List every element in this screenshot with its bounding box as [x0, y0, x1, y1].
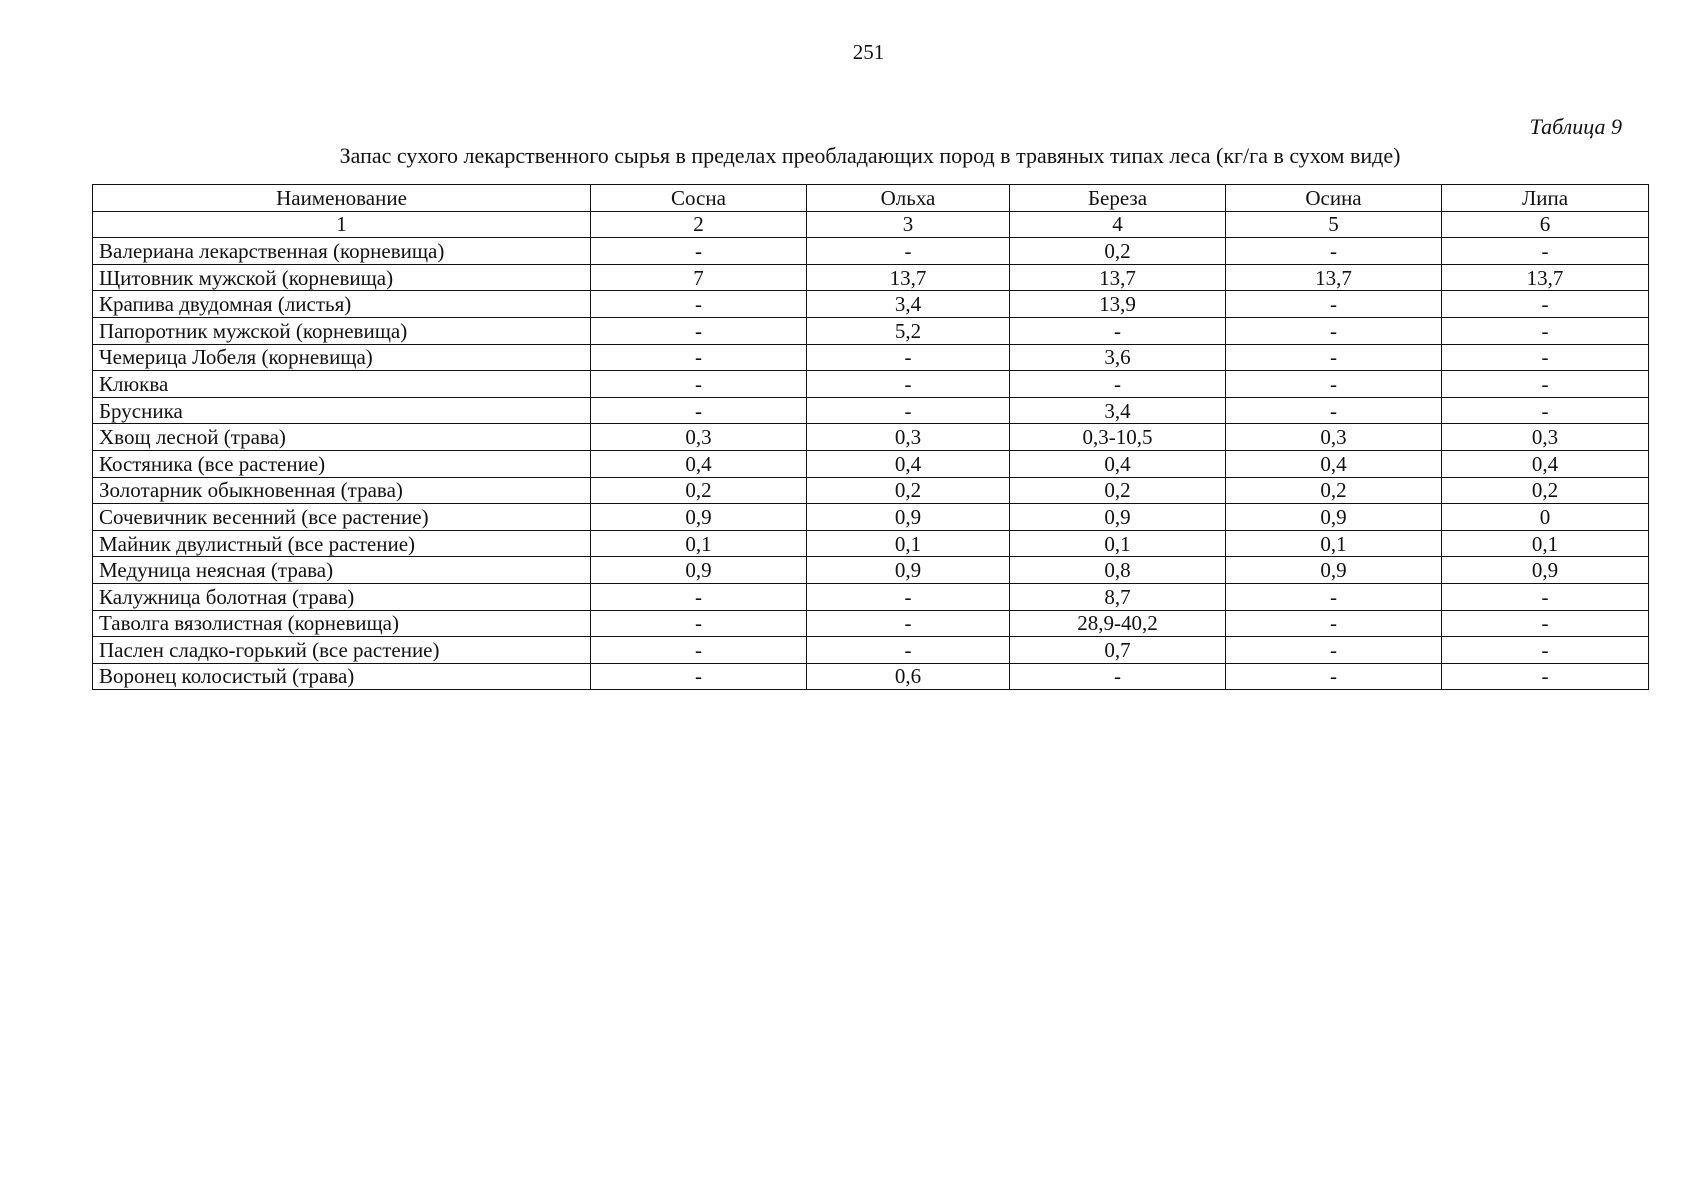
aspen-cell: -	[1226, 371, 1442, 398]
table-body	[93, 238, 1649, 690]
birch-cell: 13,9	[1010, 291, 1226, 318]
birch-cell: 8,7	[1010, 583, 1226, 610]
column-header-name: Наименование	[93, 185, 591, 212]
alder-cell: 0,6	[807, 663, 1010, 690]
birch-cell: 0,4	[1010, 450, 1226, 477]
alder-cell: 0,2	[807, 477, 1010, 504]
pine-cell: 0,9	[591, 557, 807, 584]
pine-cell: -	[591, 291, 807, 318]
linden-cell: 13,7	[1442, 264, 1649, 291]
aspen-cell: -	[1226, 583, 1442, 610]
linden-cell: -	[1442, 291, 1649, 318]
birch-cell: -	[1010, 663, 1226, 690]
column-number: 1	[93, 211, 591, 238]
aspen-cell: 13,7	[1226, 264, 1442, 291]
column-number: 3	[807, 211, 1010, 238]
alder-cell: -	[807, 371, 1010, 398]
column-number: 4	[1010, 211, 1226, 238]
aspen-cell: 0,9	[1226, 557, 1442, 584]
linden-cell: 0	[1442, 504, 1649, 531]
aspen-cell: -	[1226, 397, 1442, 424]
pine-cell: -	[591, 238, 807, 265]
aspen-cell: -	[1226, 238, 1442, 265]
alder-cell: 13,7	[807, 264, 1010, 291]
aspen-cell: -	[1226, 663, 1442, 690]
alder-cell: 5,2	[807, 317, 1010, 344]
name-cell: Таволга вязолистная (корневища)	[93, 610, 591, 637]
table-row	[93, 397, 1649, 424]
table-row	[93, 238, 1649, 265]
alder-cell: 0,9	[807, 557, 1010, 584]
table-row	[93, 530, 1649, 557]
alder-cell: 0,9	[807, 504, 1010, 531]
linden-cell: -	[1442, 344, 1649, 371]
pine-cell: 0,2	[591, 477, 807, 504]
alder-cell: -	[807, 344, 1010, 371]
column-header-linden: Липа	[1442, 185, 1649, 212]
name-cell: Папоротник мужской (корневища)	[93, 317, 591, 344]
linden-cell: -	[1442, 583, 1649, 610]
table-row	[93, 291, 1649, 318]
linden-cell: -	[1442, 238, 1649, 265]
column-number: 6	[1442, 211, 1649, 238]
column-number-row	[93, 211, 1649, 238]
name-cell: Брусника	[93, 397, 591, 424]
medicinal-raw-materials-table	[92, 184, 1649, 690]
name-cell: Медуница неясная (трава)	[93, 557, 591, 584]
name-cell: Чемерица Лобеля (корневища)	[93, 344, 591, 371]
pine-cell: -	[591, 663, 807, 690]
name-cell: Калужница болотная (трава)	[93, 583, 591, 610]
name-cell: Сочевичник весенний (все растение)	[93, 504, 591, 531]
table-row	[93, 637, 1649, 664]
birch-cell: 0,8	[1010, 557, 1226, 584]
linden-cell: 0,4	[1442, 450, 1649, 477]
linden-cell: 0,3	[1442, 424, 1649, 451]
table-row	[93, 663, 1649, 690]
linden-cell: 0,9	[1442, 557, 1649, 584]
column-header-pine: Сосна	[591, 185, 807, 212]
birch-cell: 0,7	[1010, 637, 1226, 664]
alder-cell: 0,4	[807, 450, 1010, 477]
table-title: Запас сухого лекарственного сырья в пределах преобладающих пород в травяных типах леса (кг/га в сухом виде)	[339, 143, 1401, 168]
column-number: 5	[1226, 211, 1442, 238]
name-cell: Костяника (все растение)	[93, 450, 591, 477]
pine-cell: -	[591, 583, 807, 610]
pine-cell: 0,1	[591, 530, 807, 557]
birch-cell: -	[1010, 317, 1226, 344]
table-row	[93, 583, 1649, 610]
page-number: 251	[852, 40, 885, 64]
alder-cell: 3,4	[807, 291, 1010, 318]
alder-cell: 0,1	[807, 530, 1010, 557]
name-cell: Валериана лекарственная (корневища)	[93, 238, 591, 265]
name-cell: Паслен сладко-горький (все растение)	[93, 637, 591, 664]
linden-cell: -	[1442, 371, 1649, 398]
alder-cell: 0,3	[807, 424, 1010, 451]
alder-cell: -	[807, 610, 1010, 637]
aspen-cell: -	[1226, 291, 1442, 318]
pine-cell: -	[591, 371, 807, 398]
aspen-cell: 0,3	[1226, 424, 1442, 451]
pine-cell: 0,9	[591, 504, 807, 531]
pine-cell: 0,4	[591, 450, 807, 477]
birch-cell: 28,9-40,2	[1010, 610, 1226, 637]
alder-cell: -	[807, 238, 1010, 265]
linden-cell: -	[1442, 317, 1649, 344]
name-cell: Клюква	[93, 371, 591, 398]
alder-cell: -	[807, 583, 1010, 610]
alder-cell: -	[807, 397, 1010, 424]
birch-cell: 0,2	[1010, 477, 1226, 504]
column-number: 2	[591, 211, 807, 238]
birch-cell: 0,9	[1010, 504, 1226, 531]
table-row	[93, 317, 1649, 344]
aspen-cell: -	[1226, 344, 1442, 371]
aspen-cell: 0,4	[1226, 450, 1442, 477]
name-cell: Крапива двудомная (листья)	[93, 291, 591, 318]
linden-cell: -	[1442, 663, 1649, 690]
birch-cell: 0,1	[1010, 530, 1226, 557]
linden-cell: -	[1442, 610, 1649, 637]
table-row	[93, 477, 1649, 504]
name-cell: Майник двулистный (все растение)	[93, 530, 591, 557]
linden-cell: 0,2	[1442, 477, 1649, 504]
table-row	[93, 371, 1649, 398]
aspen-cell: -	[1226, 317, 1442, 344]
birch-cell: 3,6	[1010, 344, 1226, 371]
birch-cell: 0,2	[1010, 238, 1226, 265]
name-cell: Воронец колосистый (трава)	[93, 663, 591, 690]
table-row	[93, 610, 1649, 637]
birch-cell: -	[1010, 371, 1226, 398]
name-cell: Хвощ лесной (трава)	[93, 424, 591, 451]
pine-cell: -	[591, 637, 807, 664]
aspen-cell: -	[1226, 637, 1442, 664]
birch-cell: 0,3-10,5	[1010, 424, 1226, 451]
aspen-cell: 0,1	[1226, 530, 1442, 557]
table-label: Таблица 9	[1529, 114, 1622, 139]
pine-cell: -	[591, 397, 807, 424]
name-cell: Золотарник обыкновенная (трава)	[93, 477, 591, 504]
table-row	[93, 504, 1649, 531]
column-header-aspen: Осина	[1226, 185, 1442, 212]
aspen-cell: 0,9	[1226, 504, 1442, 531]
birch-cell: 3,4	[1010, 397, 1226, 424]
birch-cell: 13,7	[1010, 264, 1226, 291]
pine-cell: -	[591, 344, 807, 371]
column-header-birch: Береза	[1010, 185, 1226, 212]
table-row	[93, 264, 1649, 291]
pine-cell: -	[591, 610, 807, 637]
linden-cell: -	[1442, 637, 1649, 664]
linden-cell: 0,1	[1442, 530, 1649, 557]
table-row	[93, 450, 1649, 477]
aspen-cell: 0,2	[1226, 477, 1442, 504]
alder-cell: -	[807, 637, 1010, 664]
table-header-row	[93, 185, 1649, 212]
linden-cell: -	[1442, 397, 1649, 424]
name-cell: Щитовник мужской (корневища)	[93, 264, 591, 291]
table-row	[93, 557, 1649, 584]
table-row	[93, 344, 1649, 371]
pine-cell: -	[591, 317, 807, 344]
table-row	[93, 424, 1649, 451]
pine-cell: 7	[591, 264, 807, 291]
aspen-cell: -	[1226, 610, 1442, 637]
pine-cell: 0,3	[591, 424, 807, 451]
column-header-alder: Ольха	[807, 185, 1010, 212]
